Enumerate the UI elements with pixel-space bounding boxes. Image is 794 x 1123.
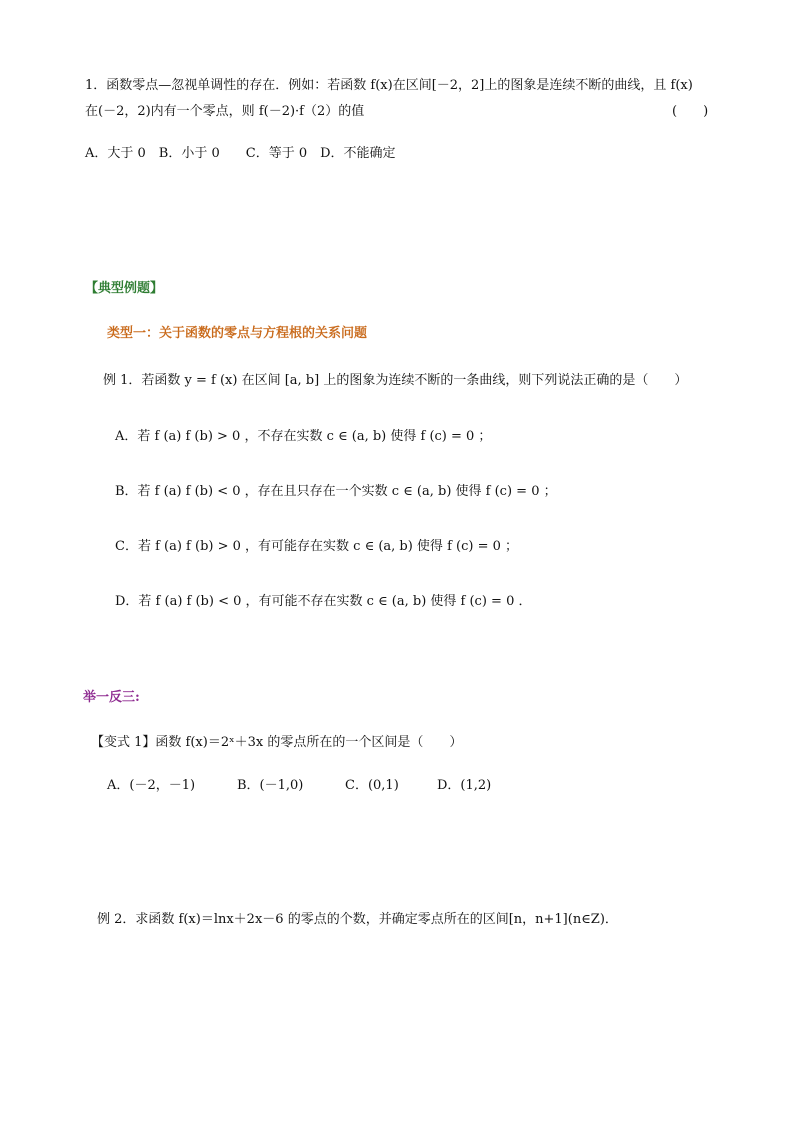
practice-title: 举一反三: bbox=[83, 690, 140, 705]
q1-options: A．大于 0 B．小于 0 C．等于 0 D．不能确定 bbox=[85, 146, 396, 161]
example1-option-c: C．若 f (a) f (b) > 0 ，有可能存在实数 c ∈ (a, b) 使得 f (c) = 0 ； bbox=[115, 539, 518, 554]
variant1-stem: 【变式 1】函数 f(x)＝2ˣ＋3x 的零点所在的一个区间是（ ） bbox=[91, 735, 463, 750]
example2-stem: 例 2．求函数 f(x)＝lnx＋2x－6 的零点的个数，并确定零点所在的区间[n，n+1](n∈Z)． bbox=[97, 912, 618, 927]
variant1-option-c: C．(0,1) bbox=[345, 778, 399, 793]
variant1-option-b: B．(－1,0) bbox=[237, 778, 304, 793]
section-title: 【典型例题】 bbox=[85, 281, 164, 296]
example1-option-d: D．若 f (a) f (b) < 0 ，有可能不存在实数 c ∈ (a, b) 使得 f (c) = 0 ． bbox=[115, 594, 532, 609]
example1-option-b: B．若 f (a) f (b) < 0 ，存在且只存在一个实数 c ∈ (a, b) 使得 f (c) = 0 ； bbox=[115, 484, 557, 499]
q1-answer-paren: ( ) bbox=[672, 104, 709, 119]
example1-stem: 例 1．若函数 y = f (x) 在区间 [a, b] 上的图象为连续不断的一条曲线，则下列说法正确的是（ ） bbox=[103, 373, 688, 388]
variant1-option-d: D．(1,2) bbox=[437, 778, 492, 793]
q1-line-2: 在(－2，2)内有一个零点，则 f(－2)·f（2）的值 bbox=[85, 104, 365, 119]
q1-line-1: 1．函数零点—忽视单调性的存在．例如：若函数 f(x)在区间[－2，2]上的图象是连续不断的曲线，且 f(x) bbox=[85, 78, 693, 93]
variant1-option-a: A．(－2，－1) bbox=[107, 778, 196, 793]
category-title: 类型一：关于函数的零点与方程根的关系问题 bbox=[107, 326, 368, 341]
example1-option-a: A．若 f (a) f (b) > 0 ，不存在实数 c ∈ (a, b) 使得 f (c) = 0 ； bbox=[115, 429, 492, 444]
